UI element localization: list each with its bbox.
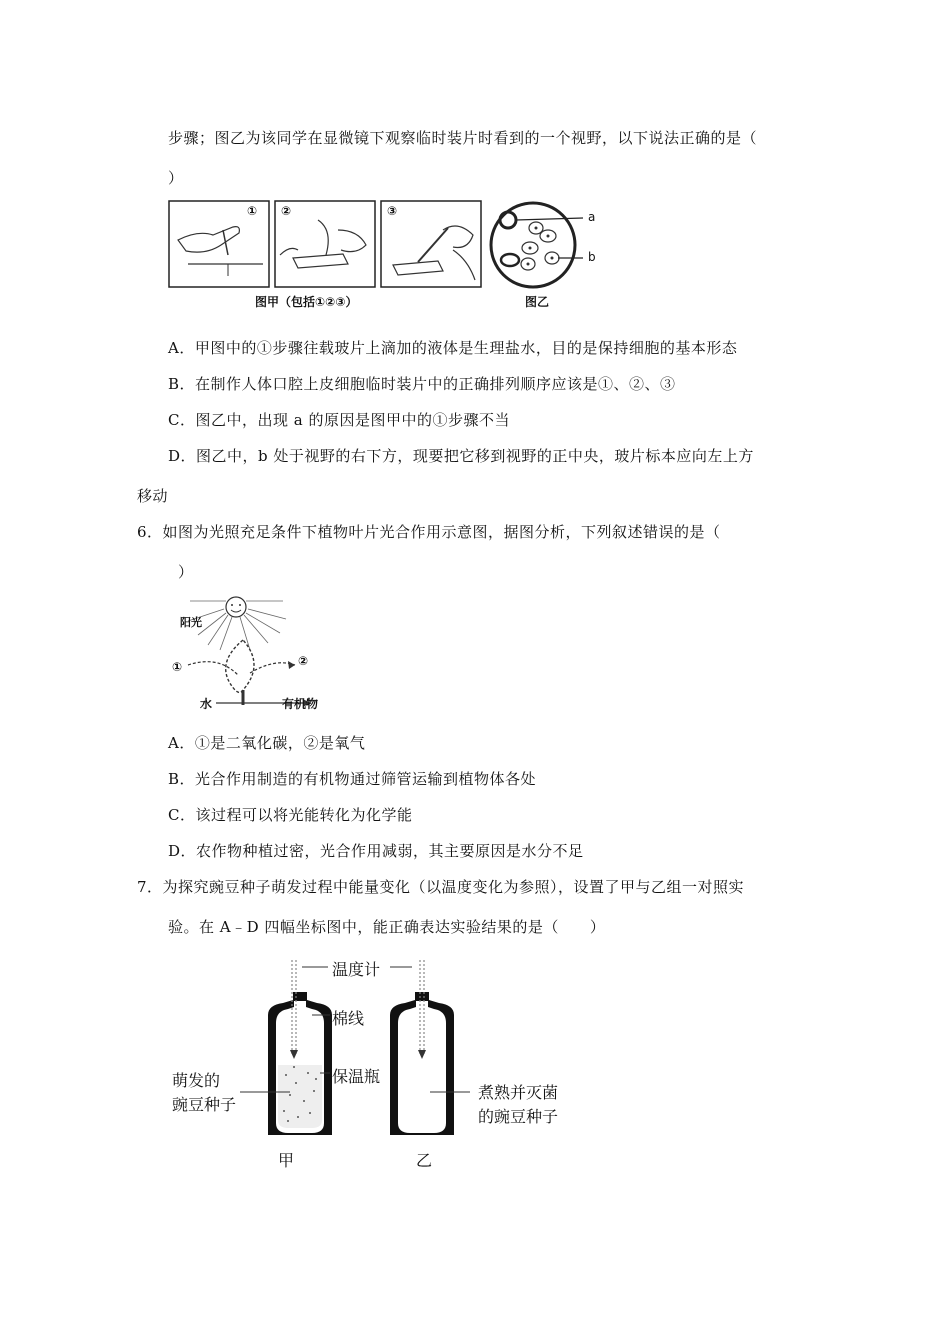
sunlight-label: 阳光 — [180, 616, 202, 629]
q5-figure-jia — [168, 200, 488, 290]
organic-label: 有机物 — [282, 697, 319, 711]
q5-option-a: A．甲图中的①步骤往载玻片上滴加的液体是生理盐水，目的是保持细胞的基本形态 — [168, 339, 738, 357]
q6-option-a: A．①是二氧化碳，②是氧气 — [168, 734, 366, 752]
germinating-seed-label-2: 豌豆种子 — [172, 1095, 237, 1114]
q5-option-b: B．在制作人体口腔上皮细胞临时装片中的正确排列顺序应该是①、②、③ — [168, 375, 676, 393]
q6-option-b: B．光合作用制造的有机物通过筛管运输到植物体各处 — [168, 770, 537, 788]
boiled-seed-label-2: 的豌豆种子 — [478, 1107, 559, 1126]
boiled-seed-label-1: 煮熟并灭菌 — [478, 1083, 559, 1102]
germinating-seed-label-1: 萌发的 — [172, 1071, 221, 1090]
q5-option-d-line2: 移动 — [137, 487, 169, 505]
q5-option-c: C．图乙中，出现 a 的原因是图甲中的①步骤不当 — [168, 411, 510, 429]
flask-label: 保温瓶 — [332, 1067, 381, 1086]
q6-option-d: D．农作物种植过密，光合作用减弱，其主要原因是水分不足 — [168, 842, 584, 860]
step2-marker: ② — [281, 204, 292, 218]
yi-label: 乙 — [416, 1151, 433, 1170]
q6-option-c: C．该过程可以将光能转化为化学能 — [168, 806, 413, 824]
thermometer-label: 温度计 — [332, 960, 381, 979]
cotton-label: 棉线 — [332, 1009, 365, 1028]
jia-label: 甲 — [278, 1151, 295, 1170]
caption-yi: 图乙 — [525, 295, 550, 309]
step3-marker: ③ — [387, 204, 398, 218]
step1-marker: ① — [247, 204, 258, 218]
q5-option-d-line1: D．图乙中，b 处于视野的右下方，现要把它移到视野的正中央，玻片标本应向左上方 — [168, 447, 754, 465]
mark-1: ① — [172, 660, 183, 674]
q7-stem-line2: 验。在 A﹣D 四幅坐标图中，能正确表达实验结果的是（ ） — [168, 918, 606, 936]
label-b: b — [588, 250, 596, 264]
q7-stem-line1: 7．为探究豌豆种子萌发过程中能量变化（以温度变化为参照），设置了甲与乙组一对照实 — [137, 878, 745, 896]
q7-thermos-figure — [260, 955, 460, 1145]
q6-stem-line1: 6．如图为光照充足条件下植物叶片光合作用示意图，据图分析，下列叙述错误的是（ — [137, 523, 721, 541]
label-a: a — [588, 210, 596, 224]
q5-stem-line2: ） — [168, 169, 184, 187]
q5-figure-yi — [488, 200, 598, 290]
mark-2: ② — [298, 654, 309, 668]
q6-stem-line2: ） — [178, 563, 194, 581]
q5-stem-line1: 步骤；图乙为该同学在显微镜下观察临时装片时看到的一个视野，以下说法正确的是（ — [168, 129, 758, 147]
water-label: 水 — [200, 697, 213, 711]
caption-jia: 图甲（包括①②③） — [255, 295, 358, 309]
